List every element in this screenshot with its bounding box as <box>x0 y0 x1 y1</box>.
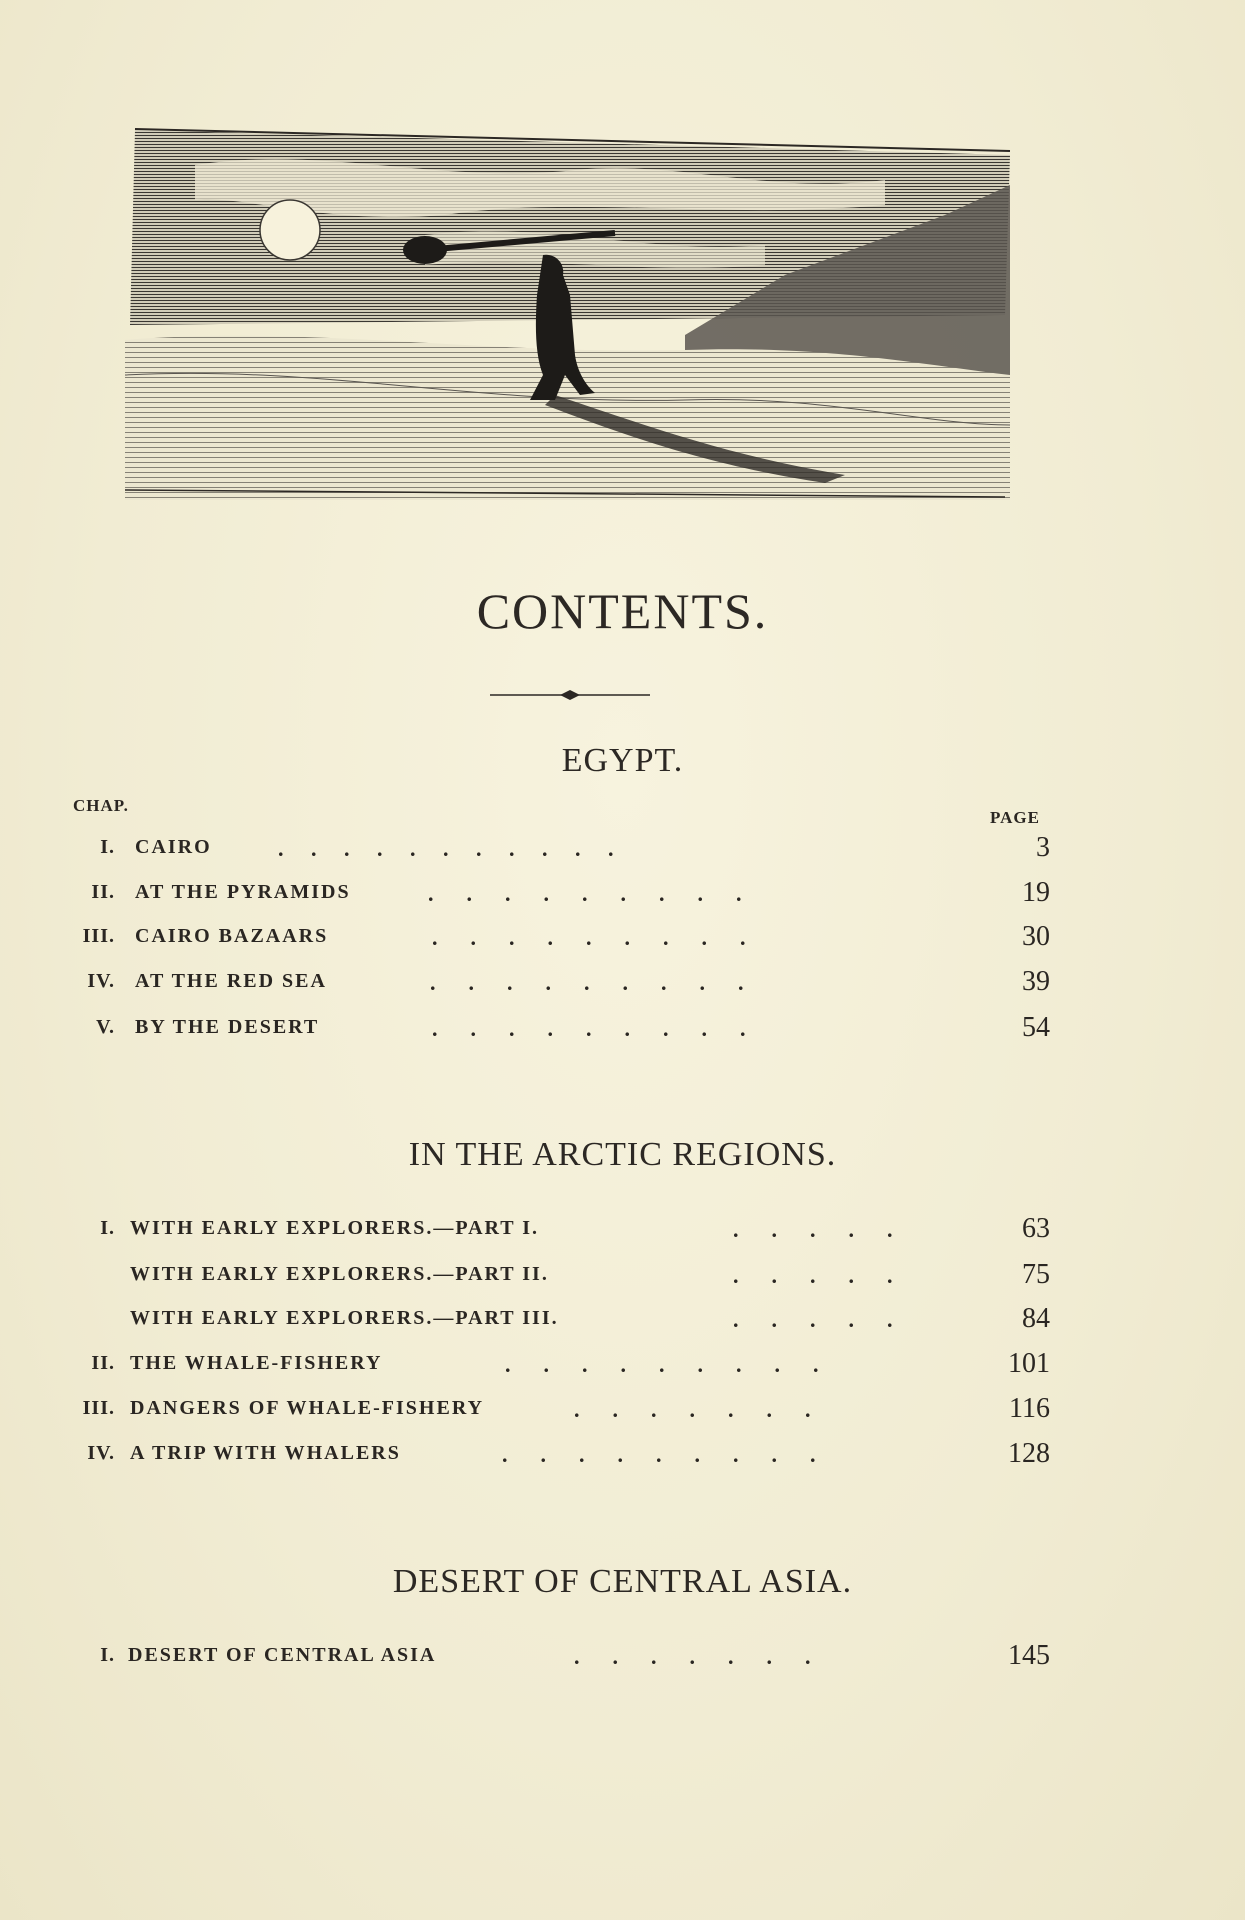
page-title: CONTENTS. <box>476 583 769 639</box>
chapter-title: A TRIP WITH WHALERS <box>130 1442 401 1464</box>
section-heading-arctic: IN THE ARCTIC REGIONS. <box>408 1136 837 1173</box>
chapter-number: II. <box>91 881 115 903</box>
leader-dots: . . . . . . . . . <box>428 881 742 906</box>
chapter-number: I. <box>100 1644 115 1666</box>
leader-dots: . . . . . . . . . <box>502 1442 816 1467</box>
chapter-title: THE WHALE-FISHERY <box>130 1352 383 1374</box>
leader-dots: . . . . . . . . . <box>432 1016 746 1041</box>
toc-entry[interactable] <box>0 966 1245 1010</box>
toc-entry[interactable] <box>0 1303 1245 1347</box>
page-number: 75 <box>1022 1259 1050 1290</box>
chapter-number: II. <box>91 1352 115 1374</box>
chapter-number: III. <box>82 1397 115 1419</box>
toc-entry[interactable] <box>0 1393 1245 1437</box>
chapter-number: IV. <box>87 970 115 992</box>
section-heading-egypt: EGYPT. <box>561 742 684 779</box>
chapter-title: WITH EARLY EXPLORERS.—PART II. <box>130 1263 549 1285</box>
chapter-title: WITH EARLY EXPLORERS.—PART III. <box>130 1307 559 1329</box>
chapter-title: WITH EARLY EXPLORERS.—PART I. <box>130 1217 540 1239</box>
chapter-title: CAIRO BAZAARS <box>135 925 329 947</box>
chapter-title: BY THE DESERT <box>135 1016 320 1038</box>
toc-entry[interactable] <box>0 1640 1245 1684</box>
toc-entry[interactable] <box>0 1213 1245 1257</box>
leader-dots: . . . . . . . . . <box>432 925 746 950</box>
chapter-title: AT THE RED SEA <box>135 970 327 992</box>
section-heading-central-asia: DESERT OF CENTRAL ASIA. <box>392 1563 853 1600</box>
page-number: 30 <box>1022 921 1050 952</box>
leader-dots: . . . . . . . . . . . <box>278 836 614 861</box>
toc-entry[interactable] <box>0 832 1245 876</box>
toc-entry[interactable] <box>0 921 1245 965</box>
chapter-title: DESERT OF CENTRAL ASIA <box>128 1644 437 1666</box>
chapter-number: I. <box>100 1217 115 1239</box>
leader-dots: . . . . . <box>733 1263 893 1288</box>
chap-column-label: CHAP. <box>73 796 129 815</box>
chapter-number: III. <box>82 925 115 947</box>
leader-dots: . . . . . . . <box>574 1644 811 1669</box>
page-number: 19 <box>1022 877 1050 908</box>
leader-dots: . . . . . <box>733 1217 893 1242</box>
toc-entry[interactable] <box>0 1348 1245 1392</box>
toc-entry[interactable] <box>0 1259 1245 1303</box>
header-engraving <box>125 125 1015 500</box>
toc-entry[interactable] <box>0 877 1245 921</box>
chapter-title: CAIRO <box>135 836 212 858</box>
page-number: 145 <box>1008 1640 1050 1671</box>
page-number: 116 <box>1009 1393 1050 1424</box>
page-number: 3 <box>1036 832 1050 863</box>
leader-dots: . . . . . . . <box>574 1397 811 1422</box>
toc-entry[interactable] <box>0 1012 1245 1056</box>
leader-dots: . . . . . . . . . <box>430 970 744 995</box>
page-number: 54 <box>1022 1012 1050 1043</box>
page-number: 128 <box>1008 1438 1050 1469</box>
page-number: 84 <box>1022 1303 1050 1334</box>
toc-entry[interactable] <box>0 1438 1245 1482</box>
page-column-label: PAGE <box>990 808 1040 827</box>
chapter-number: I. <box>100 836 115 858</box>
page-number: 39 <box>1022 966 1050 997</box>
chapter-number: IV. <box>87 1442 115 1464</box>
page-number: 101 <box>1008 1348 1050 1379</box>
chapter-title: AT THE PYRAMIDS <box>135 881 351 903</box>
leader-dots: . . . . . . . . . <box>505 1352 819 1377</box>
page-number: 63 <box>1022 1213 1050 1244</box>
chapter-number: V. <box>96 1016 115 1038</box>
chapter-title: DANGERS OF WHALE-FISHERY <box>130 1397 485 1419</box>
divider-ornament-icon <box>490 688 650 702</box>
leader-dots: . . . . . <box>733 1307 893 1332</box>
arctic-landscape-icon <box>125 125 1015 500</box>
